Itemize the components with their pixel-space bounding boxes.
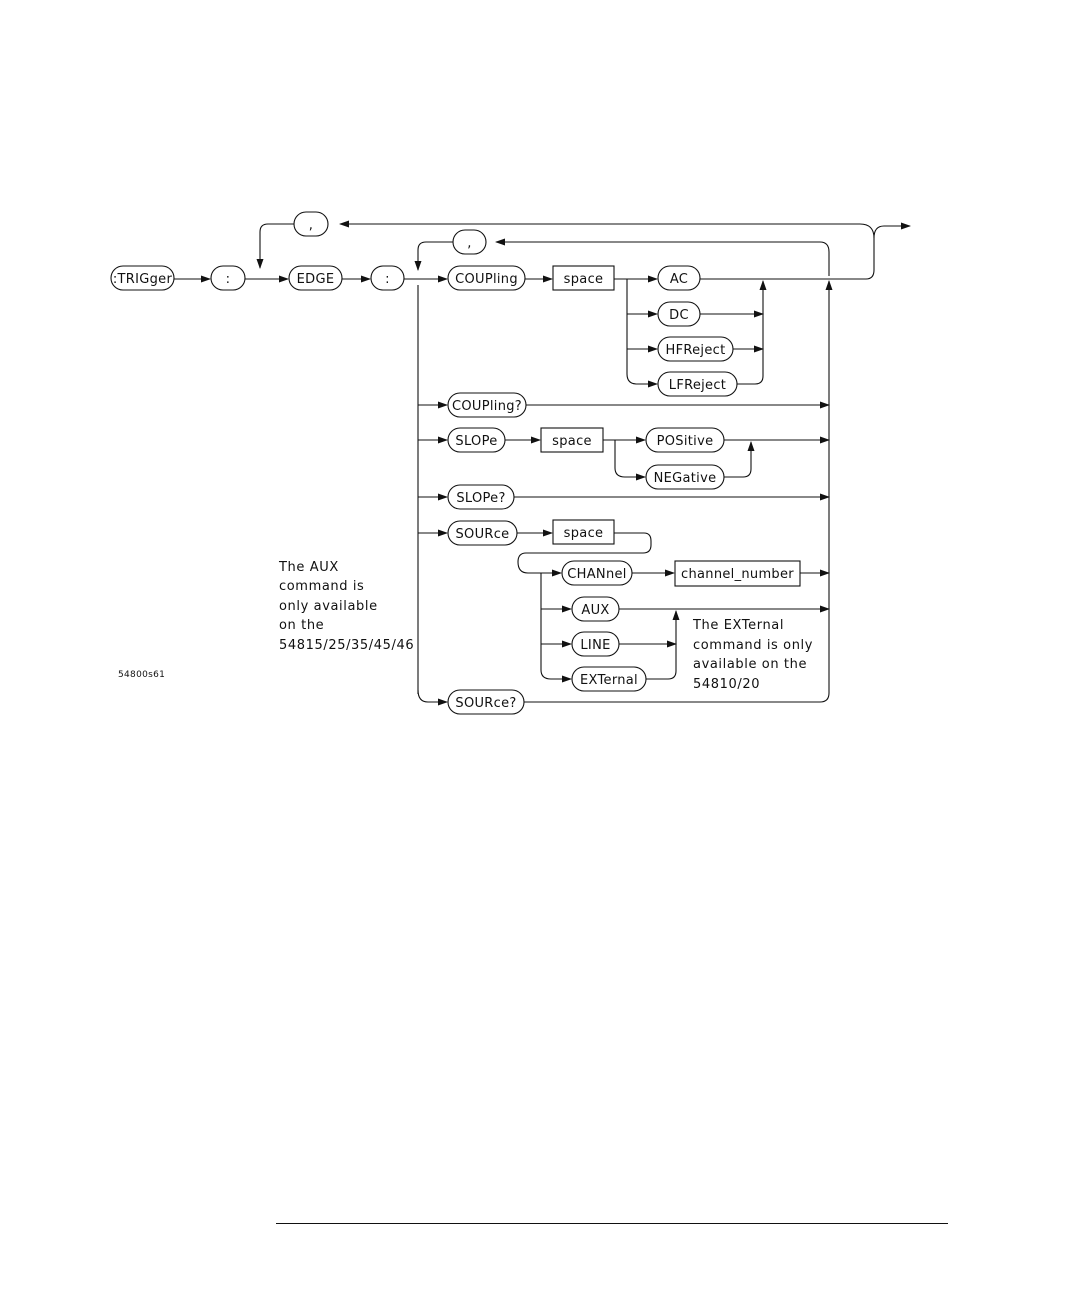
token-external-label: EXTernal — [580, 673, 638, 688]
aux-note-line-5: 54815/25/35/45/46 — [279, 638, 415, 653]
token-colon-2 — [371, 266, 404, 290]
token-positive — [646, 428, 724, 452]
token-lfreject — [658, 372, 737, 396]
token-coupling-query-label: COUPling? — [452, 399, 522, 414]
token-slope-query — [448, 485, 514, 509]
external-note-line-1: The EXTernal — [693, 618, 785, 633]
token-slope-query-label: SLOPe? — [456, 491, 506, 506]
token-edge — [289, 266, 342, 290]
token-comma-outer — [294, 212, 328, 236]
token-comma-outer-label: , — [308, 218, 314, 233]
token-comma-inner — [453, 230, 486, 254]
token-source-query — [448, 690, 524, 714]
token-ac-label: AC — [669, 272, 689, 287]
token-source — [448, 521, 517, 545]
token-external — [572, 667, 646, 691]
aux-note-line-4: on the — [279, 618, 325, 633]
token-hfreject — [658, 337, 733, 361]
token-line — [572, 632, 619, 656]
figure-id: 54800s61 — [118, 670, 166, 680]
token-dc — [658, 302, 700, 326]
token-colon-1 — [211, 266, 245, 290]
token-aux-label: AUX — [581, 603, 610, 618]
token-colon-1-label: : — [225, 272, 231, 287]
token-dc-label: DC — [669, 308, 689, 323]
token-positive-label: POSitive — [656, 434, 714, 449]
token-coupling-label: COUPling — [455, 272, 518, 287]
token-slope-space-label: space — [552, 434, 592, 449]
token-channel — [562, 561, 632, 585]
external-note-line-2: command is only — [693, 638, 814, 653]
token-slope-label: SLOPe — [455, 434, 498, 449]
token-comma-inner-label: , — [467, 236, 472, 251]
token-channel-label: CHANnel — [567, 567, 627, 582]
aux-note-line-3: only available — [279, 599, 378, 614]
token-coupling — [448, 266, 525, 290]
token-slope — [448, 428, 505, 452]
token-line-label: LINE — [580, 638, 611, 653]
token-colon-2-label: : — [385, 272, 390, 287]
token-source-space — [553, 520, 614, 544]
token-trigger — [111, 266, 174, 290]
token-trigger-label: :TRIGger — [112, 272, 173, 287]
token-negative-label: NEGative — [653, 471, 717, 486]
token-coupling-space-label: space — [563, 272, 604, 287]
token-edge-label: EDGE — [296, 272, 335, 287]
external-note — [692, 618, 813, 692]
token-channel-number-label: channel_number — [681, 567, 794, 582]
external-note-line-4: 54810/20 — [693, 677, 761, 692]
token-negative — [646, 465, 724, 489]
token-lfreject-label: LFReject — [668, 378, 727, 393]
token-hfreject-label: HFReject — [665, 343, 726, 358]
token-coupling-query — [448, 393, 526, 417]
token-channel-number — [675, 561, 800, 586]
token-source-label: SOURce — [455, 527, 510, 542]
token-aux — [572, 597, 619, 621]
token-coupling-space — [553, 266, 614, 290]
aux-note-line-1: The AUX — [279, 560, 339, 575]
aux-note — [278, 560, 414, 653]
token-source-space-label: space — [563, 526, 604, 541]
token-slope-space — [541, 428, 603, 452]
token-ac — [658, 266, 700, 290]
external-note-line-3: available on the — [693, 657, 808, 672]
page-footer-rule — [276, 1223, 948, 1224]
token-source-query-label: SOURce? — [455, 696, 517, 711]
aux-note-line-2: command is — [279, 579, 365, 594]
